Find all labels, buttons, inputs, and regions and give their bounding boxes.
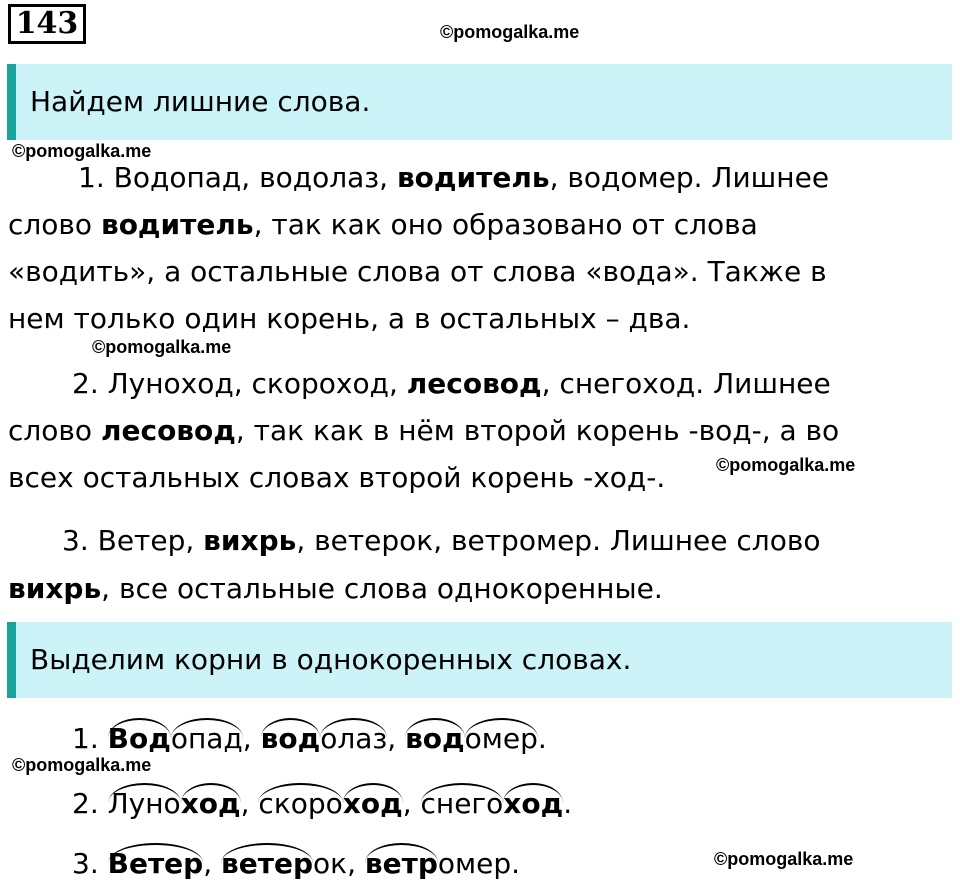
paragraph-line: нем только один корень, а в остальных – два. (8, 302, 691, 335)
paragraph-line: всех остальных словах второй корень -ход-. (8, 461, 666, 494)
paragraph-line: «водить», а остальные слова от слова «вода». Также в (8, 255, 827, 288)
root-morpheme: снего (420, 787, 504, 820)
section-heading: Найдем лишние слова. (30, 85, 371, 118)
separator: , (240, 787, 259, 820)
root-morpheme: омер (464, 722, 538, 755)
text-span: слово (8, 414, 101, 447)
text-span: , так как в нём второй корень -вод-, а во (235, 414, 840, 447)
root-morpheme: ход (503, 787, 564, 820)
task-number: 143 (15, 6, 79, 41)
bold-word: лесовод (406, 367, 542, 400)
separator: . (563, 787, 573, 820)
root-morpheme: опад (170, 722, 243, 755)
bold-word: лесовод (100, 414, 236, 447)
text-span: , водомер. Лишнее (549, 161, 830, 194)
watermark: ©pomogalka.me (716, 455, 856, 475)
root-morpheme: ветр (364, 847, 438, 880)
text-span: , так как оно образовано от слова (253, 208, 758, 241)
separator: , (347, 847, 365, 880)
separator: . (511, 847, 521, 880)
watermark: ©pomogalka.me (714, 849, 854, 869)
root-morpheme: вод (405, 722, 465, 755)
text-span: 1. Водопад, водолаз, (78, 161, 397, 194)
root-morpheme: ветер (221, 847, 314, 880)
paragraph-line (8, 207, 758, 243)
text-span: , снегоход. Лишнее (541, 367, 831, 400)
separator: , (203, 847, 222, 880)
separator: , (242, 722, 261, 755)
bold-word: вихрь (8, 572, 102, 605)
root-morpheme: вод (260, 722, 321, 755)
root-morpheme: олаз (320, 722, 388, 755)
section-heading-band (7, 64, 952, 140)
text-span: 2. Луноход, скороход, (72, 367, 407, 400)
text-span: слово (8, 208, 101, 241)
root-morpheme: ход (180, 787, 241, 820)
watermark: ©pomogalka.me (440, 22, 580, 42)
root-morpheme: ход (342, 787, 403, 820)
bold-word: водитель (100, 208, 254, 241)
root-morpheme: Луно (107, 787, 181, 820)
root-morpheme: Ветер (107, 847, 204, 880)
separator: , (402, 787, 421, 820)
paragraph-line (62, 523, 820, 559)
roots-row (72, 721, 547, 757)
text-span: , ветерок, ветромер. Лишнее слово (296, 524, 821, 557)
watermark: ©pomogalka.me (12, 141, 152, 161)
bold-word: водитель (396, 161, 550, 194)
paragraph-line (8, 571, 663, 607)
bold-word: вихрь (203, 524, 297, 557)
separator: . (537, 722, 547, 755)
root-morpheme: скоро (258, 787, 343, 820)
row-number: 2. (72, 787, 108, 820)
row-number: 1. (72, 722, 108, 755)
paragraph-line (8, 413, 839, 449)
roots-row (72, 846, 520, 882)
section-heading-band (7, 622, 952, 698)
section-heading: Выделим корни в однокоренных словах. (30, 643, 632, 676)
roots-row (72, 786, 572, 822)
paragraph-line (78, 160, 829, 196)
suffix-text: ок (313, 847, 348, 880)
separator: , (387, 722, 406, 755)
watermark: ©pomogalka.me (12, 755, 152, 775)
paragraph-line (72, 366, 831, 402)
root-morpheme: Вод (107, 722, 171, 755)
text-span: , все остальные слова однокоренные. (101, 572, 663, 605)
suffix-text: омер (437, 847, 512, 880)
text-span: 3. Ветер, (62, 524, 204, 557)
watermark: ©pomogalka.me (92, 337, 232, 357)
row-number: 3. (72, 847, 108, 880)
task-number-box (8, 4, 86, 44)
